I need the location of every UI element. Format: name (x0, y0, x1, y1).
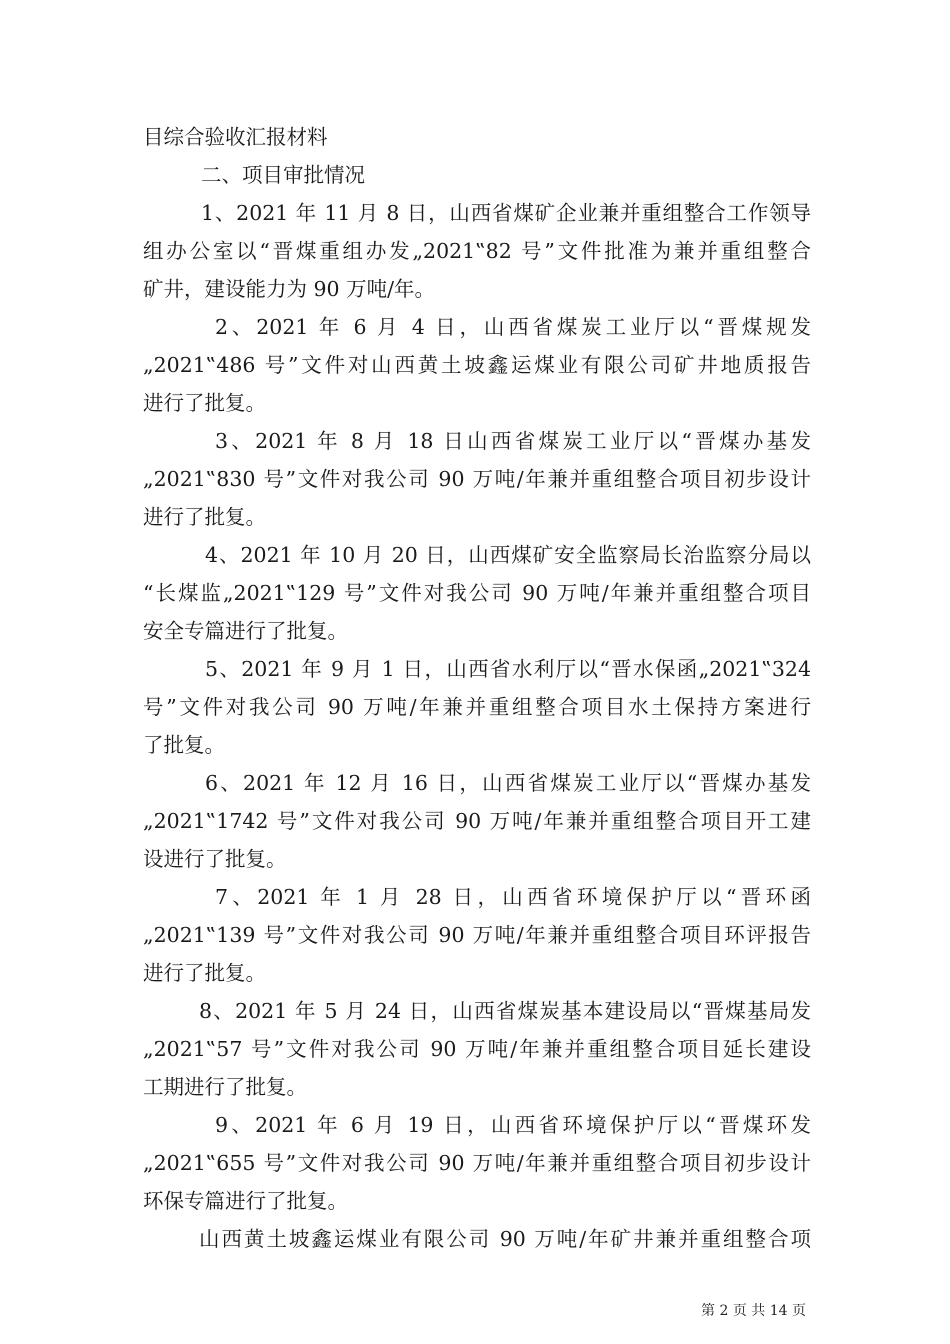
section-heading: 二、项目审批情况 (201, 163, 365, 187)
text-line: 工期进行了批复。 (143, 1075, 307, 1099)
text-line: 矿井，建设能力为 90 万吨/年。 (143, 277, 436, 301)
text-line: “长煤监„2021‟129 号”文件对我公司 90 万吨/年兼并重组整合项目 (143, 581, 811, 605)
text-line: 号”文件对我公司 90 万吨/年兼并重组整合项目水土保持方案进行 (143, 695, 811, 719)
text-line: 8、2021 年 5 月 24 日，山西省煤炭基本建设局以“晋煤基局发 (199, 999, 811, 1023)
text-line: 2、2021 年 6 月 4 日，山西省煤炭工业厅以“晋煤规发 (215, 315, 811, 339)
text-line: 进行了批复。 (143, 961, 266, 985)
text-line: 目综合验收汇报材料 (143, 125, 328, 149)
text-line: „2021‟655 号”文件对我公司 90 万吨/年兼并重组整合项目初步设计 (143, 1151, 811, 1175)
text-line: 进行了批复。 (143, 505, 266, 529)
text-line: 7、2021 年 1 月 28 日，山西省环境保护厅以“晋环函 (215, 885, 811, 909)
text-line: 环保专篇进行了批复。 (143, 1189, 348, 1213)
text-line: 安全专篇进行了批复。 (143, 619, 348, 643)
text-line: „2021‟57 号”文件对我公司 90 万吨/年兼并重组整合项目延长建设 (143, 1037, 811, 1061)
text-line: 9、2021 年 6 月 19 日，山西省环境保护厅以“晋煤环发 (215, 1113, 811, 1137)
page-number: 第 2 页 共 14 页 (701, 1303, 806, 1319)
text-line: 6、2021 年 12 月 16 日，山西省煤炭工业厅以“晋煤办基发 (205, 771, 811, 795)
text-line: 进行了批复。 (143, 391, 266, 415)
text-line: „2021‟486 号”文件对山西黄土坡鑫运煤业有限公司矿井地质报告 (143, 353, 811, 377)
document-body (143, 118, 811, 1258)
text-line: 1、2021 年 11 月 8 日，山西省煤矿企业兼并重组整合工作领导 (201, 201, 811, 225)
text-line: 山西黄土坡鑫运煤业有限公司 90 万吨/年矿井兼并重组整合项 (199, 1227, 811, 1251)
text-line: 了批复。 (143, 733, 225, 757)
text-line: 3、2021 年 8 月 18 日山西省煤炭工业厅以“晋煤办基发 (215, 429, 811, 453)
text-line: 4、2021 年 10 月 20 日，山西煤矿安全监察局长治监察分局以 (205, 543, 811, 567)
text-line: „2021‟139 号”文件对我公司 90 万吨/年兼并重组整合项目环评报告 (143, 923, 811, 947)
text-line: 组办公室以“晋煤重组办发„2021‟82 号”文件批准为兼并重组整合 (143, 239, 811, 263)
text-line: „2021‟830 号”文件对我公司 90 万吨/年兼并重组整合项目初步设计 (143, 467, 811, 491)
text-line: 设进行了批复。 (143, 847, 287, 871)
text-line: 5、2021 年 9 月 1 日，山西省水利厅以“晋水保函„2021‟324 (205, 657, 811, 681)
text-line: „2021‟1742 号”文件对我公司 90 万吨/年兼并重组整合项目开工建 (143, 809, 811, 833)
